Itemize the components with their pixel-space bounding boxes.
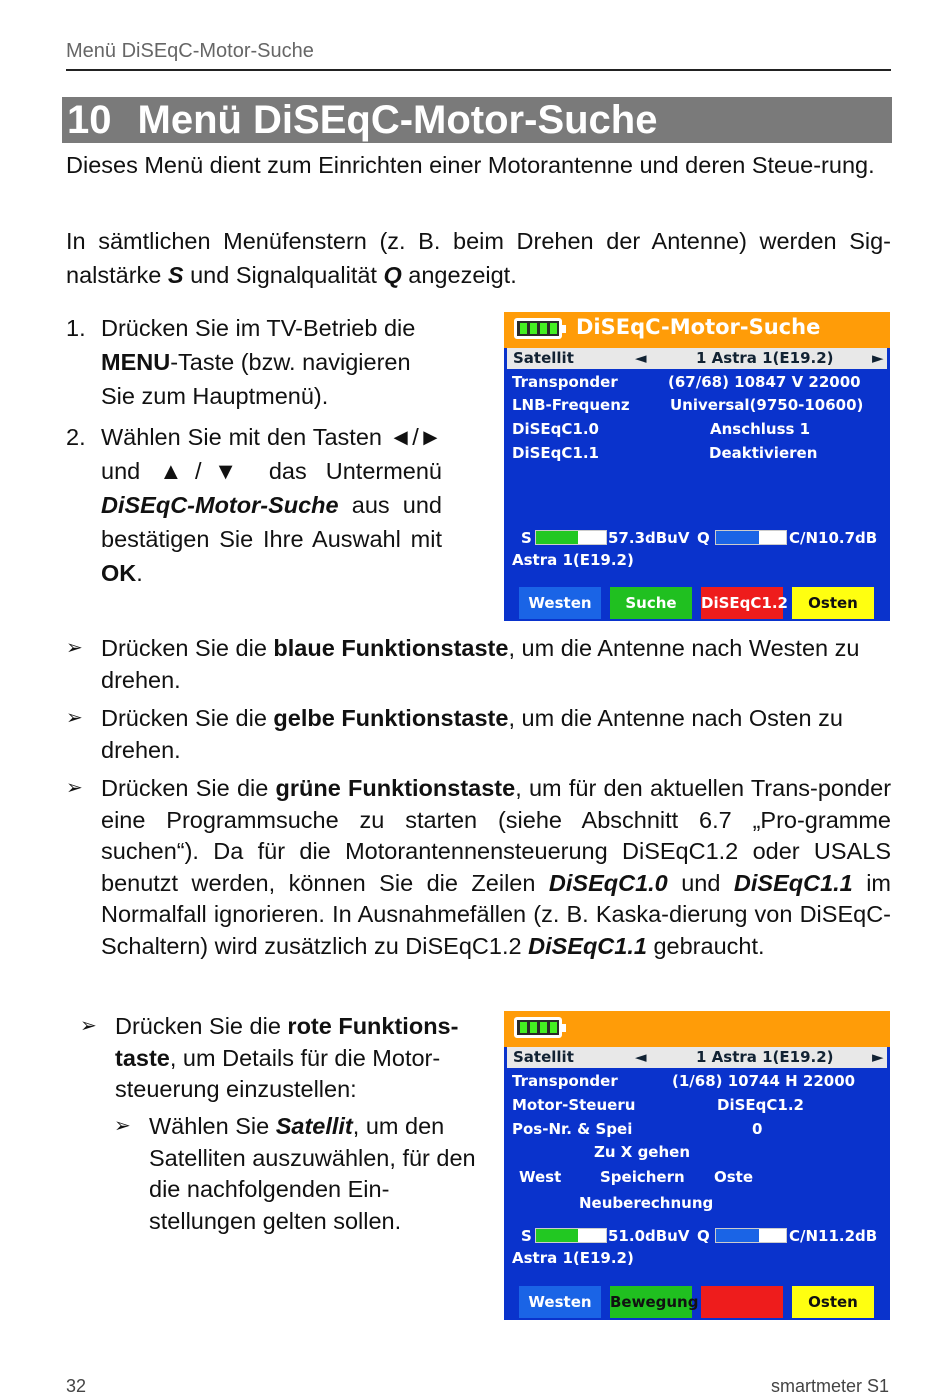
text-run: aus und bestätigen Sie Ihre Auswahl mit bbox=[101, 492, 442, 552]
step-number: 1. bbox=[66, 315, 86, 341]
text-run: , um für den aktuellen Trans-ponder eine Programmsuche zu starten (siehe Abschnitt 6.7 „Pro-gramme suchen“). Da für die Motorantennensteuerung DiSEqC1.2 oder USALS benutzt werden, können Sie die Zeilen bbox=[101, 775, 892, 896]
bullet-text bbox=[115, 1011, 477, 1106]
signal-strength-label: S bbox=[521, 529, 532, 547]
bullet-text bbox=[101, 633, 891, 696]
tv-screen-motor-details bbox=[504, 1011, 890, 1320]
screen-header bbox=[504, 1011, 890, 1047]
step-number: 2. bbox=[66, 424, 86, 450]
signal-quality-value: C/N10.7dB bbox=[789, 529, 878, 547]
green-function-button[interactable]: Suche bbox=[610, 587, 692, 619]
text-run: , um die Antenne nach Westen zu drehen. bbox=[101, 635, 860, 693]
east-item[interactable]: Oste bbox=[714, 1168, 754, 1186]
bullet-arrow-icon: ➢ bbox=[114, 1115, 131, 1137]
arrow-left-icon[interactable]: ◄ bbox=[635, 349, 647, 367]
arrow-left-icon[interactable]: ◄ bbox=[635, 1048, 647, 1066]
ok-key: OK bbox=[101, 560, 137, 586]
screen-title: DiSEqC-Motor-Suche bbox=[576, 315, 821, 339]
term: DiSEqC1.1 bbox=[528, 932, 647, 959]
blue-function-button[interactable]: Westen bbox=[519, 1286, 601, 1318]
text-run: Wählen Sie bbox=[149, 1113, 276, 1139]
goto-position-item[interactable]: Zu X gehen bbox=[594, 1143, 691, 1161]
battery-icon bbox=[514, 1017, 562, 1038]
bullet-text bbox=[149, 1111, 484, 1237]
row-label: Transponder bbox=[512, 373, 618, 391]
signal-strength-meter bbox=[535, 530, 607, 545]
signal-strength-letter: S bbox=[167, 262, 184, 288]
text-run: Drücken Sie die bbox=[101, 635, 274, 661]
text-run: , um Details für die Motor-steuerung einzustellen: bbox=[115, 1044, 441, 1102]
key-name: blaue Funktionstaste bbox=[273, 635, 509, 661]
bullet-text bbox=[101, 703, 891, 766]
text-run: im Normalfall ignorieren. In Ausnahmefällen (z. B. Kaska-dierung von DiSEqC-Schaltern) wird zusätzlich zu DiSEqC1.2 bbox=[101, 869, 891, 959]
intro-paragraph-2 bbox=[66, 224, 891, 292]
row-label: DiSEqC1.0 bbox=[512, 420, 599, 438]
red-function-button[interactable] bbox=[701, 1286, 783, 1318]
row-value[interactable]: (1/68) 10744 H 22000 bbox=[672, 1072, 856, 1090]
text-run: -Taste (bzw. navigieren Sie zum Hauptmenü). bbox=[101, 349, 411, 409]
signal-quality-letter: Q bbox=[383, 262, 402, 288]
step-text bbox=[101, 311, 442, 413]
text-run: und bbox=[667, 869, 734, 896]
signal-strength-label: S bbox=[521, 1227, 532, 1245]
step-1 bbox=[66, 311, 446, 411]
west-item[interactable]: West bbox=[519, 1168, 562, 1186]
key-name: grüne Funktionstaste bbox=[275, 775, 516, 801]
text-run: . bbox=[136, 560, 143, 586]
battery-icon bbox=[514, 318, 562, 339]
row-value[interactable]: Deaktivieren bbox=[709, 444, 818, 462]
satellite-row[interactable] bbox=[507, 348, 887, 369]
satellite-row[interactable] bbox=[507, 1047, 887, 1068]
text-run: Drücken Sie die bbox=[101, 775, 276, 801]
bullet-yellow-key bbox=[66, 703, 891, 767]
satellite-value: 1 Astra 1(E19.2) bbox=[696, 349, 834, 367]
red-function-button[interactable]: DiSEqC1.2 bbox=[701, 587, 783, 619]
screen-header bbox=[504, 312, 890, 348]
text-run: und Signalqualität bbox=[183, 262, 384, 288]
row-label: LNB-Frequenz bbox=[512, 396, 630, 414]
recalculate-item[interactable]: Neuberechnung bbox=[579, 1194, 714, 1212]
row-value[interactable]: (67/68) 10847 V 22000 bbox=[668, 373, 861, 391]
key-name: rote Funktions-taste bbox=[115, 1013, 459, 1071]
signal-strength-meter bbox=[535, 1228, 607, 1243]
header-rule bbox=[66, 69, 891, 71]
key-name: gelbe Funktionstaste bbox=[273, 705, 509, 731]
satellite-name: Astra 1(E19.2) bbox=[512, 1249, 634, 1267]
satellite-name: Astra 1(E19.2) bbox=[512, 551, 634, 569]
page-number: 32 bbox=[66, 1376, 87, 1396]
submenu-name: DiSEqC-Motor-Suche bbox=[101, 492, 339, 518]
running-head: Menü DiSEqC-Motor-Suche bbox=[66, 40, 314, 62]
signal-strength-value: 57.3dBuV bbox=[608, 529, 690, 547]
bullet-arrow-icon: ➢ bbox=[66, 707, 83, 729]
text-run: Drücken Sie die bbox=[115, 1013, 288, 1039]
signal-quality-label: Q bbox=[697, 1227, 710, 1245]
arrow-right-icon[interactable]: ► bbox=[872, 1048, 884, 1066]
text-run: angezeigt. bbox=[401, 262, 517, 288]
satellite-label: Satellit bbox=[513, 1048, 574, 1066]
store-item[interactable]: Speichern bbox=[600, 1168, 685, 1186]
blue-function-button[interactable]: Westen bbox=[519, 587, 601, 619]
text-run: gebraucht. bbox=[646, 932, 765, 959]
bullet-blue-key bbox=[66, 633, 891, 697]
step-2 bbox=[66, 420, 486, 590]
function-key-bar bbox=[504, 587, 890, 619]
row-label: DiSEqC1.1 bbox=[512, 444, 599, 462]
yellow-function-button[interactable]: Osten bbox=[792, 1286, 874, 1318]
row-label: Motor-Steueru bbox=[512, 1096, 636, 1114]
satellite-value: 1 Astra 1(E19.2) bbox=[696, 1048, 834, 1066]
bullet-arrow-icon: ➢ bbox=[66, 637, 83, 659]
signal-strength-value: 51.0dBuV bbox=[608, 1227, 690, 1245]
bullet-green-key bbox=[66, 773, 891, 993]
term: DiSEqC1.1 bbox=[733, 869, 853, 896]
row-label: Pos-Nr. & Spei bbox=[512, 1120, 633, 1138]
sub-bullet-satellite bbox=[114, 1111, 489, 1241]
signal-quality-value: C/N11.2dB bbox=[789, 1227, 878, 1245]
arrow-right-icon[interactable]: ► bbox=[872, 349, 884, 367]
function-key-bar bbox=[504, 1286, 890, 1318]
intro-paragraph-1: Dieses Menü dient zum Einrichten einer Motorantenne und deren Steue-rung. bbox=[66, 152, 875, 178]
bullet-arrow-icon: ➢ bbox=[66, 777, 83, 799]
row-value[interactable]: 0 bbox=[752, 1120, 763, 1138]
text-run: , um die Antenne nach Osten zu drehen. bbox=[101, 705, 843, 763]
text-run: Drücken Sie die bbox=[101, 705, 274, 731]
chapter-number: 10 bbox=[67, 98, 112, 142]
bullet-arrow-icon: ➢ bbox=[80, 1015, 97, 1037]
bullet-red-key bbox=[80, 1011, 480, 1111]
row-value[interactable]: Anschluss 1 bbox=[710, 420, 811, 438]
satellite-label: Satellit bbox=[513, 349, 574, 367]
row-value[interactable]: Universal(9750-10600) bbox=[670, 396, 864, 414]
step-text bbox=[101, 420, 442, 590]
text-run: In sämtlichen Menüfenstern (z. B. beim Drehen der Antenne) werden Sig-nalstärke bbox=[66, 228, 891, 288]
green-function-button[interactable]: Bewegung bbox=[610, 1286, 692, 1318]
signal-quality-label: Q bbox=[697, 529, 710, 547]
row-label: Transponder bbox=[512, 1072, 618, 1090]
menu-key: MENU bbox=[101, 349, 171, 375]
bullet-text bbox=[101, 773, 891, 962]
signal-quality-meter bbox=[715, 1228, 787, 1243]
text-run: Wählen Sie mit den Tasten ◄/► und ▲/▼ das Untermenü bbox=[101, 424, 442, 484]
signal-quality-meter bbox=[715, 530, 787, 545]
text-run: Drücken Sie im TV-Betrieb die bbox=[101, 315, 416, 341]
product-name: smartmeter S1 bbox=[770, 1376, 889, 1396]
text-run: , um den Satelliten auszuwählen, für den die nachfolgenden Ein-stellungen gelten sollen. bbox=[149, 1113, 476, 1234]
row-value[interactable]: DiSEqC1.2 bbox=[717, 1096, 804, 1114]
chapter-heading bbox=[67, 98, 657, 143]
chapter-title: Menü DiSEqC-Motor-Suche bbox=[137, 98, 658, 142]
term: DiSEqC1.0 bbox=[548, 869, 668, 896]
yellow-function-button[interactable]: Osten bbox=[792, 587, 874, 619]
tv-screen-motor-search bbox=[504, 312, 890, 621]
term: Satellit bbox=[275, 1113, 353, 1139]
